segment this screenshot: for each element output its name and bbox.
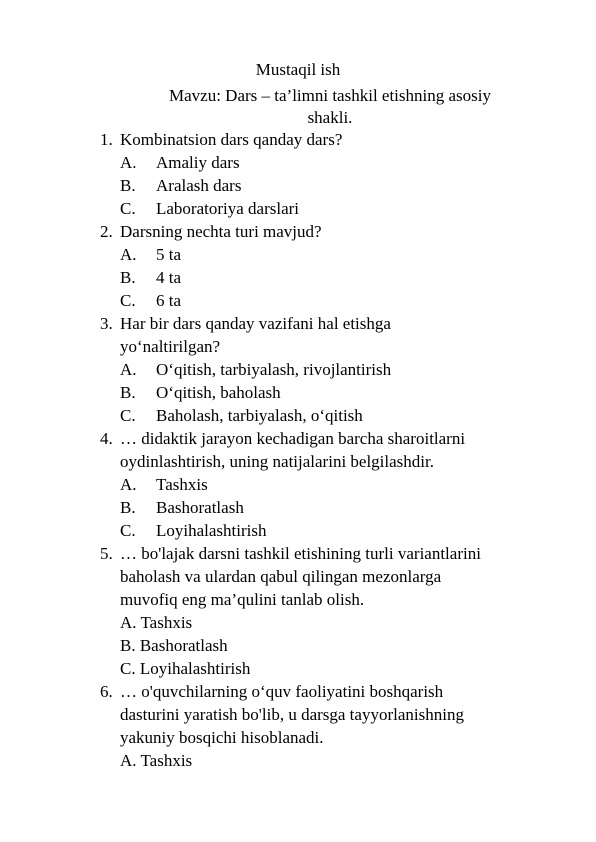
question-text-continued: yo‘naltirilgan? xyxy=(120,337,221,356)
option-text: Loyihalashtirish xyxy=(156,521,267,540)
question-text: … didaktik jarayon kechadigan barcha sharoitlarni xyxy=(120,429,466,448)
option-c: C. Loyihalashtirish xyxy=(120,659,251,678)
question-text-continued: baholash va ulardan qabul qilingan mezonlarga xyxy=(120,567,442,586)
question-text: … o'quvchilarning o‘quv faoliyatini boshqarish xyxy=(120,682,444,701)
topic-line: Mavzu: Dars – ta’limni tashkil etishning asosiy xyxy=(168,86,491,105)
option-text: O‘qitish, tarbiyalash, rivojlantirish xyxy=(156,360,392,379)
option-letter: B. xyxy=(120,498,136,517)
question-number: 6. xyxy=(100,682,113,701)
question-text: … bo'lajak darsni tashkil etishining turli variantlarini xyxy=(120,544,481,563)
option-letter: A. xyxy=(120,245,137,264)
option-b: B. Bashoratlash xyxy=(120,636,228,655)
question-number: 1. xyxy=(100,130,113,149)
option-letter: B. xyxy=(120,268,136,287)
question-number: 5. xyxy=(100,544,113,563)
option-a: A. Tashxis xyxy=(120,613,193,632)
option-text: 5 ta xyxy=(156,245,182,264)
option-text: Bashoratlash xyxy=(156,498,244,517)
question-text-continued: oydinlashtirish, uning natijalarini belgilashdir. xyxy=(120,452,434,471)
question-number: 2. xyxy=(100,222,113,241)
topic-line-continued: shakli. xyxy=(307,108,353,127)
option-letter: A. xyxy=(120,153,137,172)
option-letter: B. xyxy=(120,176,136,195)
question-number: 3. xyxy=(100,314,113,333)
option-a: A. Tashxis xyxy=(120,751,193,770)
question-text-continued: dasturini yaratish bo'lib, u darsga tayyorlanishning xyxy=(120,705,464,724)
question-text-continued: yakuniy bosqichi hisoblanadi. xyxy=(120,728,324,747)
question-number: 4. xyxy=(100,429,113,448)
option-text: Laboratoriya darslari xyxy=(156,199,300,218)
option-letter: C. xyxy=(120,291,136,310)
option-text: 6 ta xyxy=(156,291,182,310)
option-letter: C. xyxy=(120,521,136,540)
option-text: 4 ta xyxy=(156,268,182,287)
option-text: O‘qitish, baholash xyxy=(156,383,281,402)
question-text: Har bir dars qanday vazifani hal etishga xyxy=(120,314,391,333)
option-text: Amaliy dars xyxy=(156,153,240,172)
document-title: Mustaqil ish xyxy=(255,60,341,79)
question-text-continued: muvofiq eng ma’qulini tanlab olish. xyxy=(120,590,365,609)
option-letter: A. xyxy=(120,360,137,379)
option-text: Tashxis xyxy=(156,475,208,494)
option-letter: A. xyxy=(120,475,137,494)
option-letter: B. xyxy=(120,383,136,402)
option-letter: C. xyxy=(120,199,136,218)
option-text: Aralash dars xyxy=(156,176,242,195)
question-text: Darsning nechta turi mavjud? xyxy=(120,222,322,241)
question-text: Kombinatsion dars qanday dars? xyxy=(120,130,343,149)
option-letter: C. xyxy=(120,406,136,425)
option-text: Baholash, tarbiyalash, o‘qitish xyxy=(156,406,363,425)
